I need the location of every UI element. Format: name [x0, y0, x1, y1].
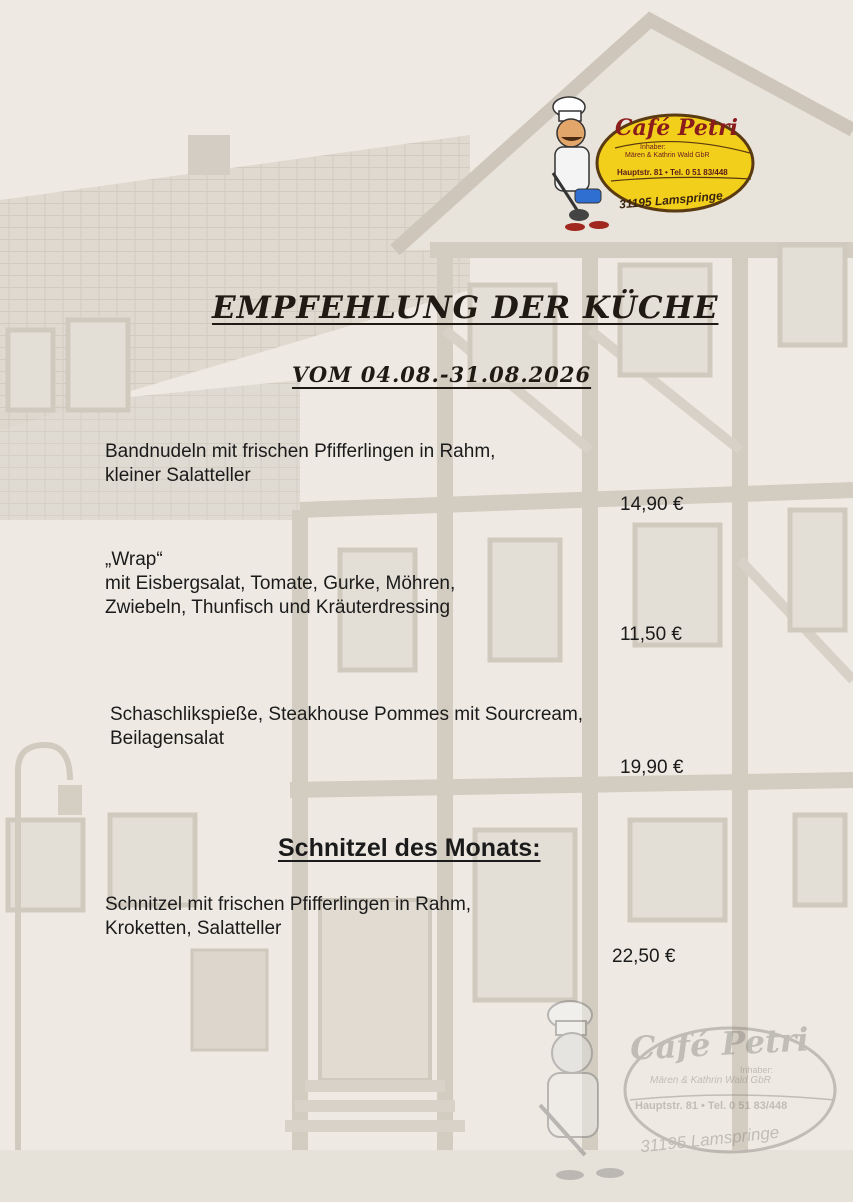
watermark-owner-label: Inhaber:	[740, 1065, 774, 1075]
menu-item-1-line-1: Bandnudeln mit frischen Pfifferlingen in Rahm,	[105, 441, 496, 462]
menu-item-schnitzel-line-2: Kroketten, Salatteller	[105, 918, 282, 939]
watermark-city: 31195 Lamspringe	[639, 1122, 781, 1157]
cafe-logo-watermark	[530, 995, 840, 1185]
menu-item-schnitzel-line-1: Schnitzel mit frischen Pfifferlingen in Rahm,	[105, 894, 472, 915]
page-title: EMPFEHLUNG DER KÜCHE	[212, 290, 719, 326]
menu-item-2-price: 11,50 €	[620, 624, 682, 645]
cafe-logo-top	[545, 93, 757, 233]
menu-item-1	[105, 440, 495, 488]
logo-address: Hauptstr. 81 • Tel. 0 51 83/448	[617, 168, 728, 177]
watermark-address: Hauptstr. 81 • Tel. 0 51 83/448	[635, 1100, 788, 1112]
menu-item-3-price: 19,90 €	[620, 757, 684, 778]
menu-item-schnitzel	[105, 893, 471, 941]
menu-item-1-price: 14,90 €	[620, 494, 684, 515]
section-heading-schnitzel: Schnitzel des Monats:	[278, 834, 541, 862]
menu-item-2-line-3: Zwiebeln, Thunfisch und Kräuterdressing	[105, 597, 451, 618]
menu-item-2-line-2: mit Eisbergsalat, Tomate, Gurke, Möhren,	[105, 573, 456, 594]
watermark-owners: Mären & Kathrin Wald GbR	[650, 1075, 771, 1086]
date-range: VOM 04.08.-31.08.2026	[292, 362, 592, 387]
logo-cafe-name: Café Petri	[615, 115, 738, 141]
menu-item-2-line-1: „Wrap“	[105, 549, 163, 570]
logo-owner-label: Inhaber:	[640, 144, 666, 151]
menu-item-3	[110, 703, 583, 751]
chef-mascot-icon	[545, 93, 757, 233]
menu-item-1-line-2: kleiner Salatteller	[105, 465, 251, 486]
menu-item-2	[105, 548, 455, 620]
watermark-cafe-name: Café Petri	[629, 1020, 810, 1068]
menu-item-schnitzel-price: 22,50 €	[612, 946, 676, 967]
menu-item-3-line-1: Schaschlikspieße, Steakhouse Pommes mit Sourcream,	[110, 704, 584, 725]
logo-city: 31195 Lamspringe	[618, 188, 724, 212]
menu-item-3-line-2: Beilagensalat	[110, 728, 225, 749]
logo-owners: Mären & Kathrin Wald GbR	[625, 152, 710, 159]
